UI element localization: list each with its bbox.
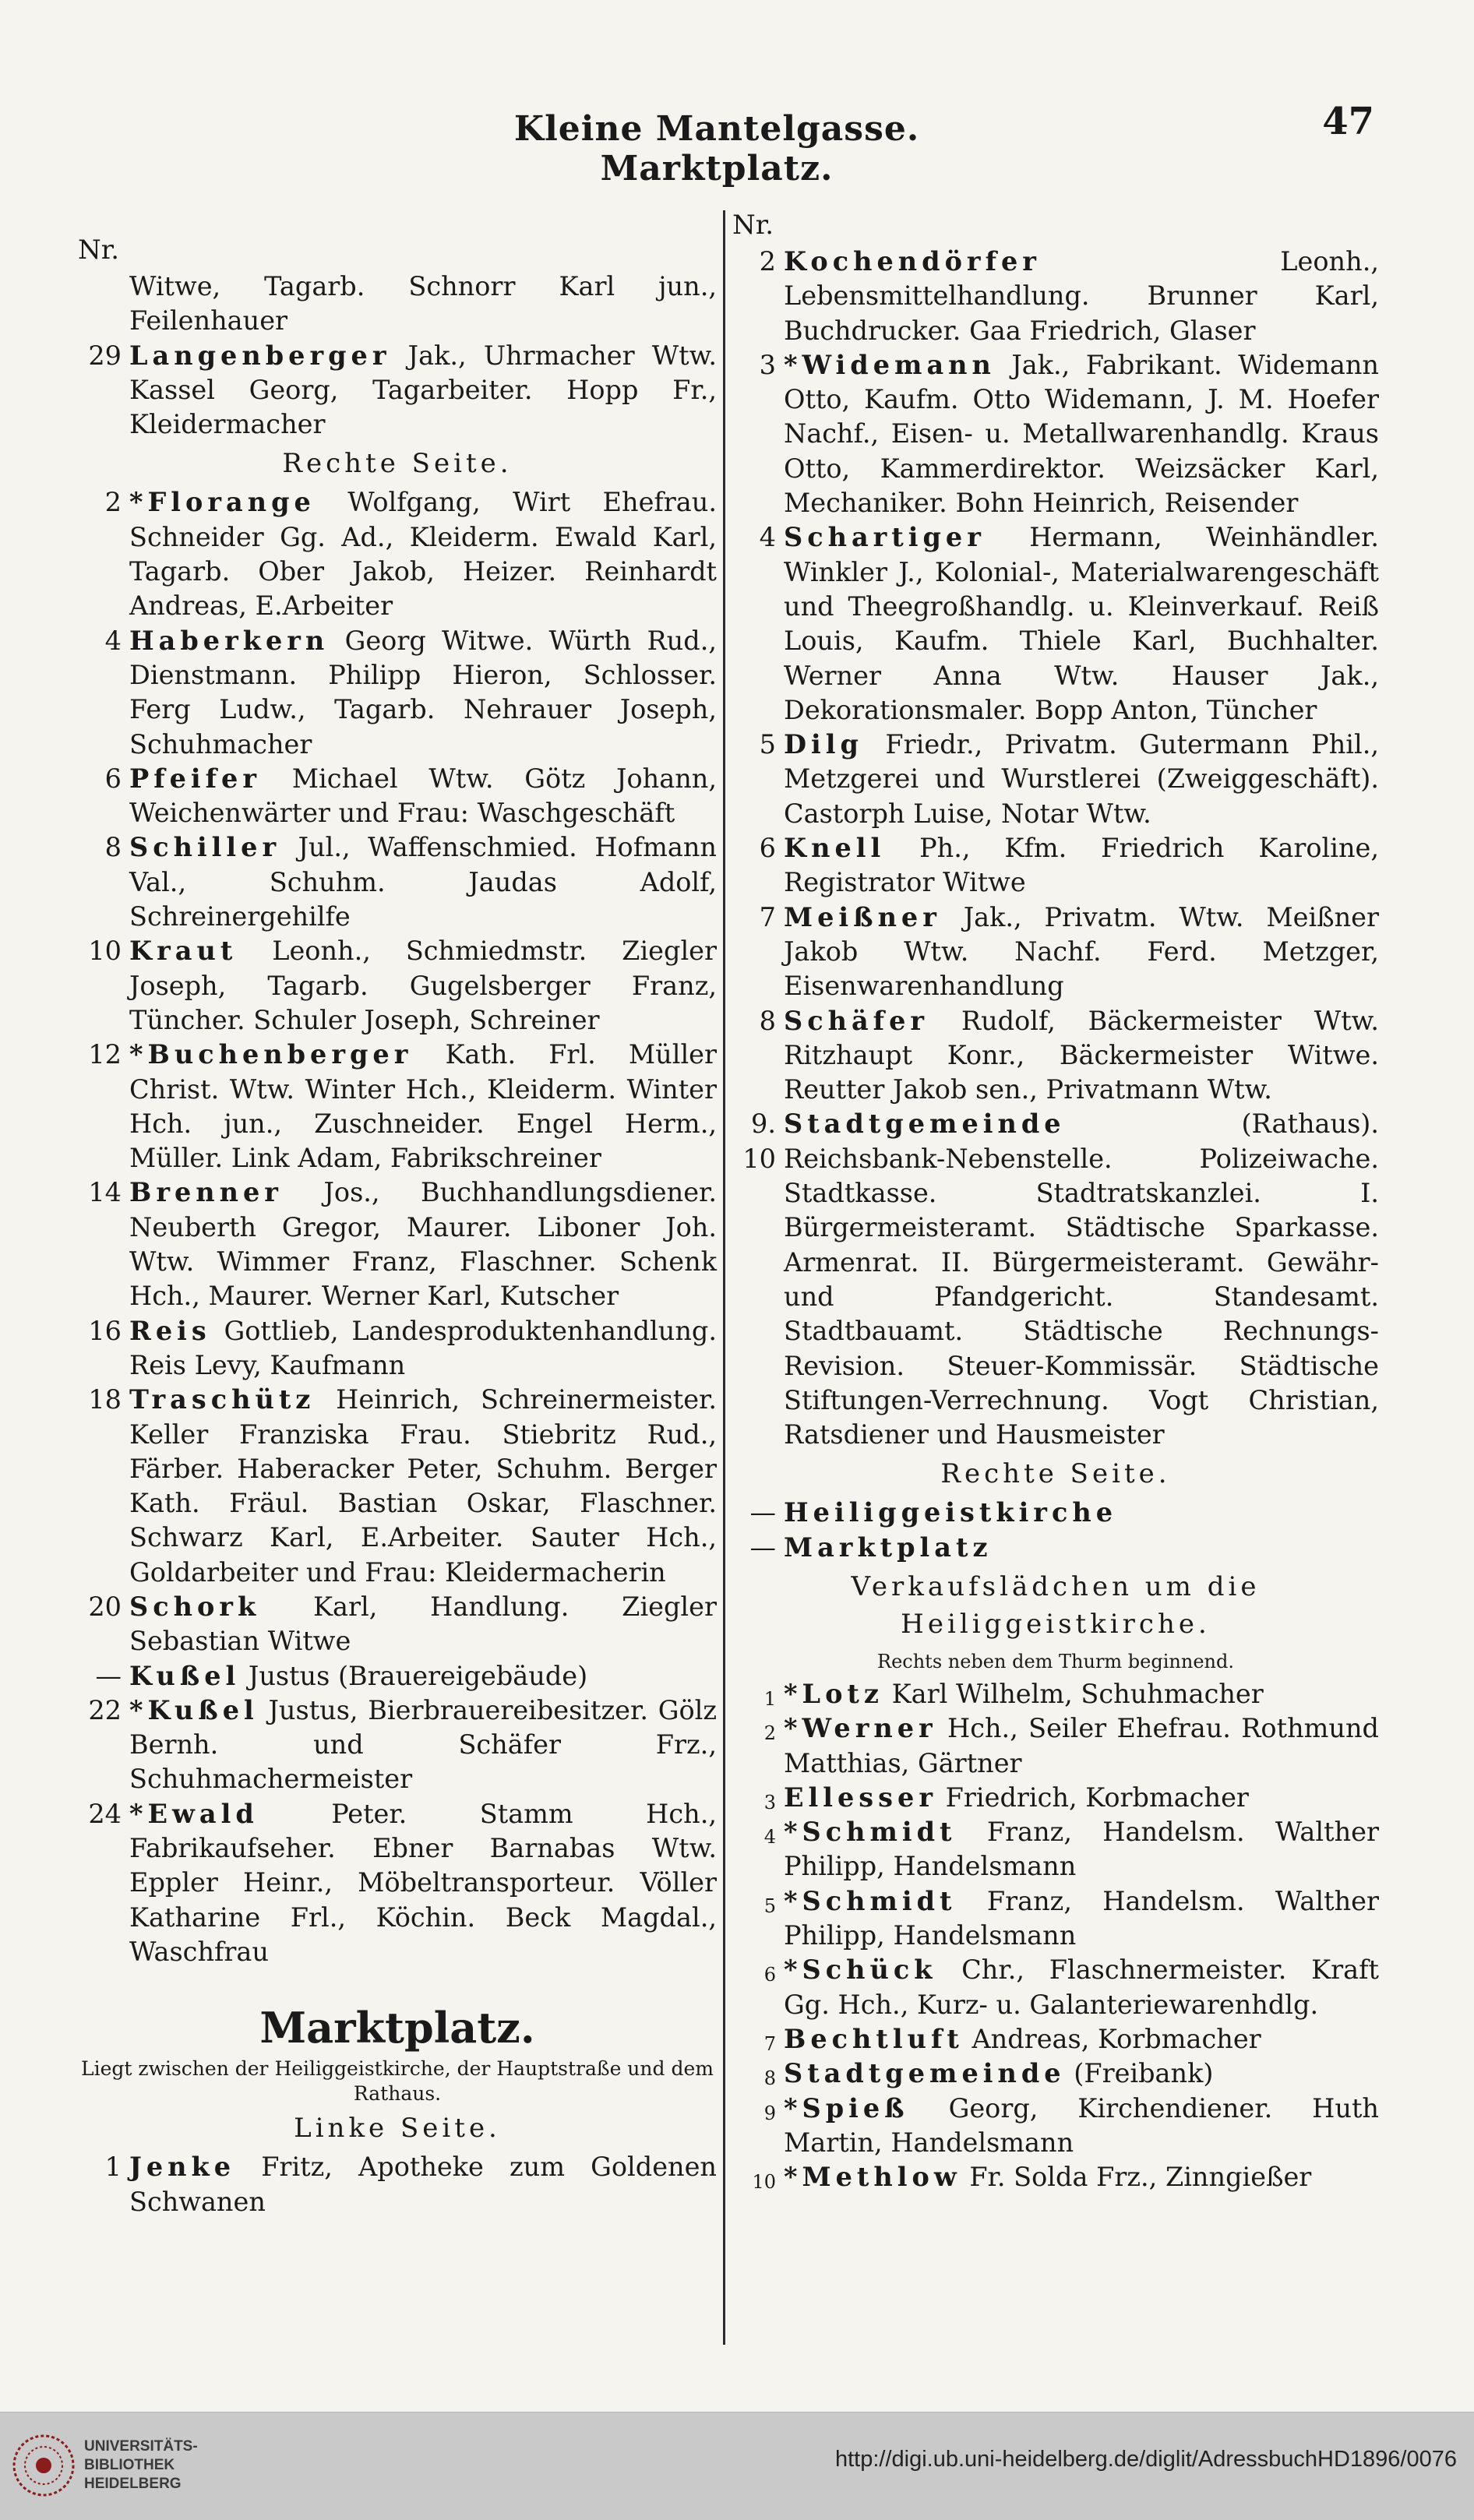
entry-text: Hermann, Weinhändler. Winkler J., Kolonial-, Materialwarengeschäft und Theegroßhandlg. u. Kleinverkauf. Reiß Louis, Kaufm. Thiele Karl, Buchhalter. Werner Anna Wtw. Hauser Jak., Dekorationsmaler. Bopp Anton, Tüncher (784, 522, 1379, 725)
entry-text: Franz, Handelsm. Walther Philipp, Handelsmann (784, 1885, 1379, 1951)
stall-number: 6 (763, 1964, 776, 1986)
address-entry (732, 245, 1379, 348)
stall-entry (732, 1677, 1379, 1711)
entry-text: Wolfgang, Wirt Ehefrau. Schneider Gg. Ad., Kleiderm. Ewald Karl, Tagarb. Ober Jakob, Heizer. Reinhardt Andreas, E.Arbeiter (129, 487, 717, 622)
house-number: 22 (88, 1694, 122, 1725)
resident-name: Schiller (129, 832, 281, 863)
digitization-footer (0, 2412, 1474, 2520)
resident-name: Haberkern (129, 625, 330, 656)
stall-entry (732, 2022, 1379, 2057)
house-number: — (95, 1660, 122, 1691)
stall-number: 1 (763, 1687, 776, 1710)
resident-name: *Buchenberger (129, 1039, 413, 1070)
entry-text: Leonh., Schmiedmstr. Ziegler Joseph, Tagarb. Gugelsberger Franz, Tüncher. Schuler Joseph, Schreiner (129, 936, 717, 1035)
address-entry (732, 1107, 1379, 1452)
resident-name: Schork (129, 1591, 261, 1622)
source-url-link[interactable]: http://digi.ub.uni-heidelberg.de/diglit/AdressbuchHD1896/0076 (834, 2447, 1457, 2472)
entry-text: Friedrich, Korbmacher (945, 1782, 1249, 1813)
house-number: 2 (759, 246, 776, 277)
entry-text: Jos., Buchhandlungsdiener. Neuberth Gregor, Maurer. Liboner Joh. Wtw. Wimmer Franz, Flaschner. Schenk Hch., Maurer. Werner Karl, Kutscher (129, 1177, 718, 1312)
entry-text: Peter. Stamm Hch., Fabrikaufseher. Ebner Barnabas Wtw. Eppler Heinr., Möbeltransporteur. Völler Katharine Frl., Köchin. Beck Magdal., Waschfrau (129, 1798, 717, 1967)
entry-text: Georg, Kirchendiener. Huth Martin, Handelsmann (784, 2092, 1379, 2158)
house-number: 18 (88, 1384, 122, 1415)
continuation-entry (78, 270, 717, 339)
entry-text: Friedr., Privatm. Gutermann Phil., Metzgerei und Wurstlerei (Zweiggeschäft). Castorph Luise, Notar Wtw. (784, 729, 1379, 829)
page-number: 47 (1322, 100, 1374, 143)
house-number: 20 (88, 1591, 122, 1622)
address-entry (78, 624, 717, 762)
house-number: 12 (88, 1039, 122, 1070)
logo-line: HEIDELBERG (84, 2476, 182, 2492)
house-number: 24 (88, 1798, 122, 1829)
entry-text: Jul., Waffenschmied. Hofmann Val., Schuhm. Jaudas Adolf, Schreinergehilfe (129, 832, 717, 932)
stall-entry (732, 1781, 1379, 1815)
house-number: 10 (88, 936, 122, 967)
house-number: 3 (759, 349, 776, 380)
entry-text: Rudolf, Bäckermeister Wtw. Ritzhaupt Konr., Bäckermeister Witwe. Reutter Jakob sen., Privatmann Wtw. (784, 1005, 1380, 1105)
resident-name: Traschütz (129, 1384, 316, 1415)
nr-column-head: Nr. (78, 234, 120, 266)
house-number: 6 (104, 763, 122, 794)
entry-text: Jak., Uhrmacher Wtw. Kassel Georg, Tagarbeiter. Hopp Fr., Kleidermacher (129, 340, 717, 440)
entry-text: Gottlieb, Landesproduktenhandlung. Reis Levy, Kaufmann (129, 1315, 717, 1380)
logo-line: UNIVERSITÄTS- (84, 2438, 198, 2455)
street-heading: Marktplatz. (259, 2003, 535, 2053)
house-number: 5 (759, 729, 776, 760)
resident-name: Reis (129, 1315, 211, 1346)
resident-name: Dilg (784, 729, 863, 760)
stall-entry (732, 2092, 1379, 2161)
house-number: 9. 10 (742, 1108, 776, 1174)
library-logo-text (84, 2437, 198, 2494)
resident-name: Marktplatz (784, 1531, 993, 1563)
address-entry (732, 348, 1379, 520)
resident-name: *Lotz (784, 1678, 883, 1709)
address-entry (732, 520, 1379, 728)
address-entry (732, 1531, 1379, 1565)
resident-name: *Widemann (784, 349, 996, 380)
resident-name: Schäfer (784, 1005, 929, 1036)
address-entry (732, 728, 1379, 831)
library-logo-icon (11, 2433, 76, 2498)
resident-name: *Werner (784, 1713, 937, 1744)
stall-number: 3 (763, 1791, 776, 1813)
resident-name: Heiliggeistkirche (784, 1497, 1118, 1528)
entry-text: (Freibank) (1074, 2058, 1214, 2089)
house-number: — (749, 1531, 776, 1563)
resident-name: *Schmidt (784, 1817, 957, 1848)
address-entry (78, 1590, 717, 1659)
house-number: — (749, 1497, 776, 1528)
stall-entry (732, 1884, 1379, 1954)
resident-name: *Spieß (784, 2092, 909, 2123)
stall-number: 10 (752, 2171, 776, 2194)
resident-name: Meißner (784, 901, 941, 932)
house-number: 6 (759, 833, 776, 864)
resident-name: *Ewald (129, 1798, 259, 1829)
address-entry (78, 934, 717, 1038)
stall-number: 9 (763, 2102, 776, 2124)
address-entry (78, 762, 717, 831)
house-number: 4 (759, 522, 776, 553)
stall-number: 7 (763, 2032, 776, 2055)
resident-name: Bechtluft (784, 2023, 964, 2054)
entry-text: Franz, Handelsm. Walther Philipp, Handelsmann (784, 1817, 1379, 1882)
house-number: 1 (104, 2152, 122, 2183)
house-number: 29 (88, 340, 122, 371)
address-entry (78, 830, 717, 934)
house-number: 16 (88, 1315, 122, 1346)
entry-text: Kath. Frl. Müller Christ. Wtw. Winter Hch., Kleiderm. Winter Hch. jun., Zuschneider. Engel Herm., Müller. Link Adam, Fabrikschreiner (129, 1039, 718, 1174)
resident-name: *Schmidt (784, 1885, 957, 1916)
resident-name: Stadtgemeinde (784, 2058, 1066, 2089)
entry-text: Georg Witwe. Würth Rud., Dienstmann. Philipp Hieron, Schlosser. Ferg Ludw., Tagarb. Nehrauer Joseph, Schuhmacher (129, 625, 717, 760)
resident-name: Schartiger (784, 522, 986, 553)
address-entry (78, 1314, 717, 1383)
stall-entry (732, 1953, 1379, 2022)
entry-text: Justus, Bierbrauereibesitzer. Gölz Bernh. und Schäfer Frz., Schuhmachermeister (129, 1694, 717, 1795)
entry-text: Leonh., Lebensmittelhandlung. Brunner Karl, Buchdrucker. Gaa Friedrich, Glaser (784, 246, 1379, 346)
entry-text: Ph., Kfm. Friedrich Karoline, Registrator Witwe (784, 833, 1379, 898)
resident-name: *Kußel (129, 1694, 259, 1725)
resident-name: Ellesser (784, 1782, 937, 1813)
entry-text: Jak., Privatm. Wtw. Meißner Jakob Wtw. Nachf. Ferd. Metzger, Eisenwarenhandlung (784, 901, 1379, 1002)
resident-name: Knell (784, 833, 886, 864)
resident-name: Kraut (129, 936, 238, 967)
resident-name: *Methlow (784, 2162, 961, 2193)
entry-text: Jak., Fabrikant. Widemann Otto, Kaufm. Otto Widemann, J. M. Hoefer Nachf., Eisen- u. Metallwarenhandlg. Kraus Otto, Kammerdirektor. Weizsäcker Karl, Mechaniker. Bohn Heinrich, Reisender (784, 349, 1379, 519)
address-entry (78, 1694, 717, 1797)
address-entry (78, 1659, 717, 1694)
subsection-heading: Verkaufslädchen um die Heiliggeistkirche. (851, 1570, 1261, 1640)
stall-number: 5 (763, 1894, 776, 1917)
stall-entry (732, 1815, 1379, 1884)
resident-name: Kochendörfer (784, 246, 1041, 277)
address-entry (78, 1383, 717, 1590)
house-number: 14 (88, 1177, 122, 1208)
entry-text: Fritz, Apotheke zum Goldenen Schwanen (129, 2152, 717, 2217)
entry-text: Karl, Handlung. Ziegler Sebastian Witwe (129, 1591, 717, 1657)
section-heading: Rechte Seite. (282, 448, 513, 480)
resident-name: Langenberger (129, 340, 391, 371)
entry-text: (Rathaus). Reichsbank-Nebenstelle. Polizeiwache. Stadtkasse. Stadtratskanzlei. I. Bürgermeisteramt. Städtische Sparkasse. Armenrat. II. Bürgermeisteramt. Gewähr- und Pfandgericht. Standesamt. Stadtbauamt. Städtische Rechnungs-Revision. Steuer-Kommissär. Städtische Stiftungen-Verrechnung. Vogt Christian, Ratsdiener und Hausmeister (784, 1108, 1379, 1450)
address-entry (78, 1797, 717, 1969)
address-entry (78, 1175, 717, 1313)
street-note: Liegt zwischen der Heiliggeistkirche, der Hauptstraße und dem Rathaus. (81, 2057, 714, 2106)
house-number: 7 (759, 901, 776, 932)
entry-text: Justus (Brauereigebäude) (248, 1660, 588, 1691)
address-entry (78, 1038, 717, 1175)
resident-name: Jenke (129, 2152, 236, 2183)
address-entry (732, 901, 1379, 1004)
stall-number: 4 (763, 1826, 776, 1849)
resident-name: *Schück (784, 1954, 937, 1986)
entry-text: Fr. Solda Frz., Zinngießer (969, 2162, 1312, 2193)
entry-text: Andreas, Korbmacher (972, 2023, 1261, 2054)
stall-entry (732, 1711, 1379, 1781)
address-entry (78, 339, 717, 442)
entry-text: Witwe, Tagarb. Schnorr Karl jun., Feilenhauer (129, 271, 717, 337)
address-entry (78, 485, 717, 623)
left-column (78, 234, 717, 2219)
house-number: 8 (759, 1005, 776, 1036)
entry-text: Heinrich, Schreinermeister. Keller Franziska Frau. Stiebritz Rud., Färber. Haberacker Peter, Schuhm. Berger Kath. Fräul. Bastian Oskar, Flaschner. Schwarz Karl, E.Arbeiter. Sauter Hch., Goldarbeiter und Frau: Kleidermacherin (129, 1384, 718, 1588)
stall-entry (732, 2160, 1379, 2194)
resident-name: Kußel (129, 1660, 241, 1691)
section-heading: Rechte Seite. (940, 1458, 1171, 1490)
house-number: 2 (104, 487, 122, 518)
entry-text: Michael Wtw. Götz Johann, Weichenwärter und Frau: Waschgeschäft (129, 763, 718, 829)
address-entry (78, 2150, 717, 2219)
house-number: 8 (104, 832, 122, 863)
nr-column-head: Nr. (732, 210, 774, 241)
page-running-title: Kleine Mantelgasse. Marktplatz. (513, 109, 920, 189)
column-divider (723, 210, 725, 2345)
right-column (732, 209, 1379, 2194)
address-entry (732, 831, 1379, 901)
section-heading: Linke Seite. (294, 2113, 501, 2145)
resident-name: Pfeifer (129, 763, 262, 794)
stall-number: 8 (763, 2067, 776, 2090)
address-entry (732, 1004, 1379, 1108)
entry-text: Hch., Seiler Ehefrau. Rothmund Matthias, Gärtner (784, 1713, 1380, 1778)
house-number: 4 (104, 625, 122, 656)
entry-text: Karl Wilhelm, Schuhmacher (891, 1678, 1264, 1709)
resident-name: Brenner (129, 1177, 283, 1208)
address-entry (732, 1496, 1379, 1530)
subsection-note: Rechts neben dem Thurm beginnend. (877, 1650, 1234, 1672)
resident-name: *Florange (129, 487, 316, 518)
stall-number: 2 (763, 1722, 776, 1745)
resident-name: Stadtgemeinde (784, 1108, 1066, 1140)
stall-entry (732, 2057, 1379, 2091)
logo-line: BIBLIOTHEK (84, 2457, 175, 2473)
entry-text: Chr., Flaschnermeister. Kraft Gg. Hch., Kurz- u. Galanteriewarenhdlg. (784, 1954, 1379, 2020)
